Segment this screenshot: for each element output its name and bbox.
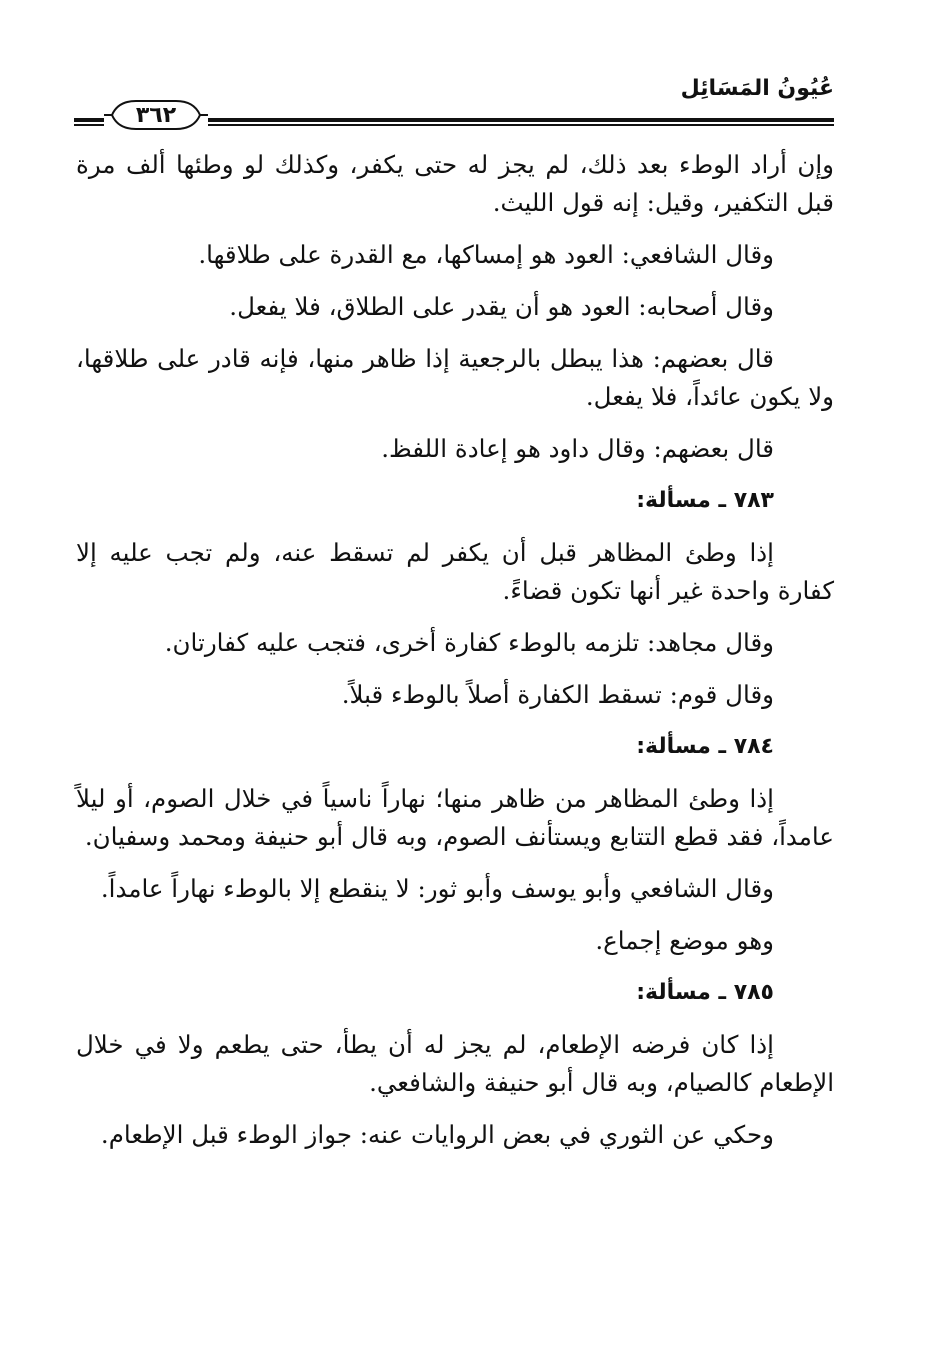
book-title: عُيُونُ المَسَائِل: [680, 76, 834, 101]
body-paragraph: إذا وطئ المظاهر قبل أن يكفر لم تسقط عنه، ولم تجب عليه إلا كفارة واحدة غير أنها تكون قضاءً.: [76, 538, 834, 605]
page-header: [74, 72, 834, 132]
body-paragraph: وقال الشافعي وأبو يوسف وأبو ثور: لا ينقطع إلا بالوطء نهاراً عامداً.: [100, 874, 774, 903]
body-paragraph: قال بعضهم: هذا يبطل بالرجعية إذا ظاهر منها، فإنه قادر على طلاقها، ولا يكون عائداً، فلا يفعل.: [76, 344, 834, 411]
body-paragraph: إذا كان فرضه الإطعام، لم يجز له أن يطأ، حتى يطعم ولا في خلال الإطعام كالصيام، وبه قال أبو حنيفة والشافعي.: [76, 1030, 834, 1097]
issue-heading: ٧٨٣ ـ مسألة:: [636, 488, 774, 513]
body-paragraph: قال بعضهم: وقال داود هو إعادة اللفظ.: [381, 434, 774, 463]
body-paragraph: وقال مجاهد: تلزمه بالوطء كفارة أخرى، فتجب عليه كفارتان.: [164, 628, 774, 657]
body-paragraph: وحكي عن الثوري في بعض الروايات عنه: جواز الوطء قبل الإطعام.: [100, 1120, 774, 1149]
body-paragraph: وهو موضع إجماع.: [595, 926, 774, 955]
page-body-text: [76, 146, 834, 1168]
body-paragraph: وقال قوم: تسقط الكفارة أصلاً بالوطء قبلاً.: [341, 680, 774, 709]
body-paragraph: وإن أراد الوطء بعد ذلك، لم يجز له حتى يكفر، وكذلك لو وطئها ألف مرة قبل التكفير، وقيل: إنه قول الليث.: [76, 150, 834, 217]
body-paragraph: إذا وطئ المظاهر من ظاهر منها؛ نهاراً ناسياً في خلال الصوم، أو ليلاً عامداً، فقد قطع التتابع ويستأنف الصوم، وبه قال أبو حنيفة ومحمد وسفيان.: [76, 784, 834, 851]
issue-heading: ٧٨٥ ـ مسألة:: [636, 980, 774, 1005]
body-paragraph: وقال أصحابه: العود هو أن يقدر على الطلاق، فلا يفعل.: [229, 292, 774, 321]
page-number-frame: [104, 98, 208, 132]
page-number: ٣٦٢: [135, 102, 177, 128]
body-paragraph: وقال الشافعي: العود هو إمساكها، مع القدرة على طلاقها.: [198, 240, 774, 269]
issue-heading: ٧٨٤ ـ مسألة:: [636, 734, 774, 759]
